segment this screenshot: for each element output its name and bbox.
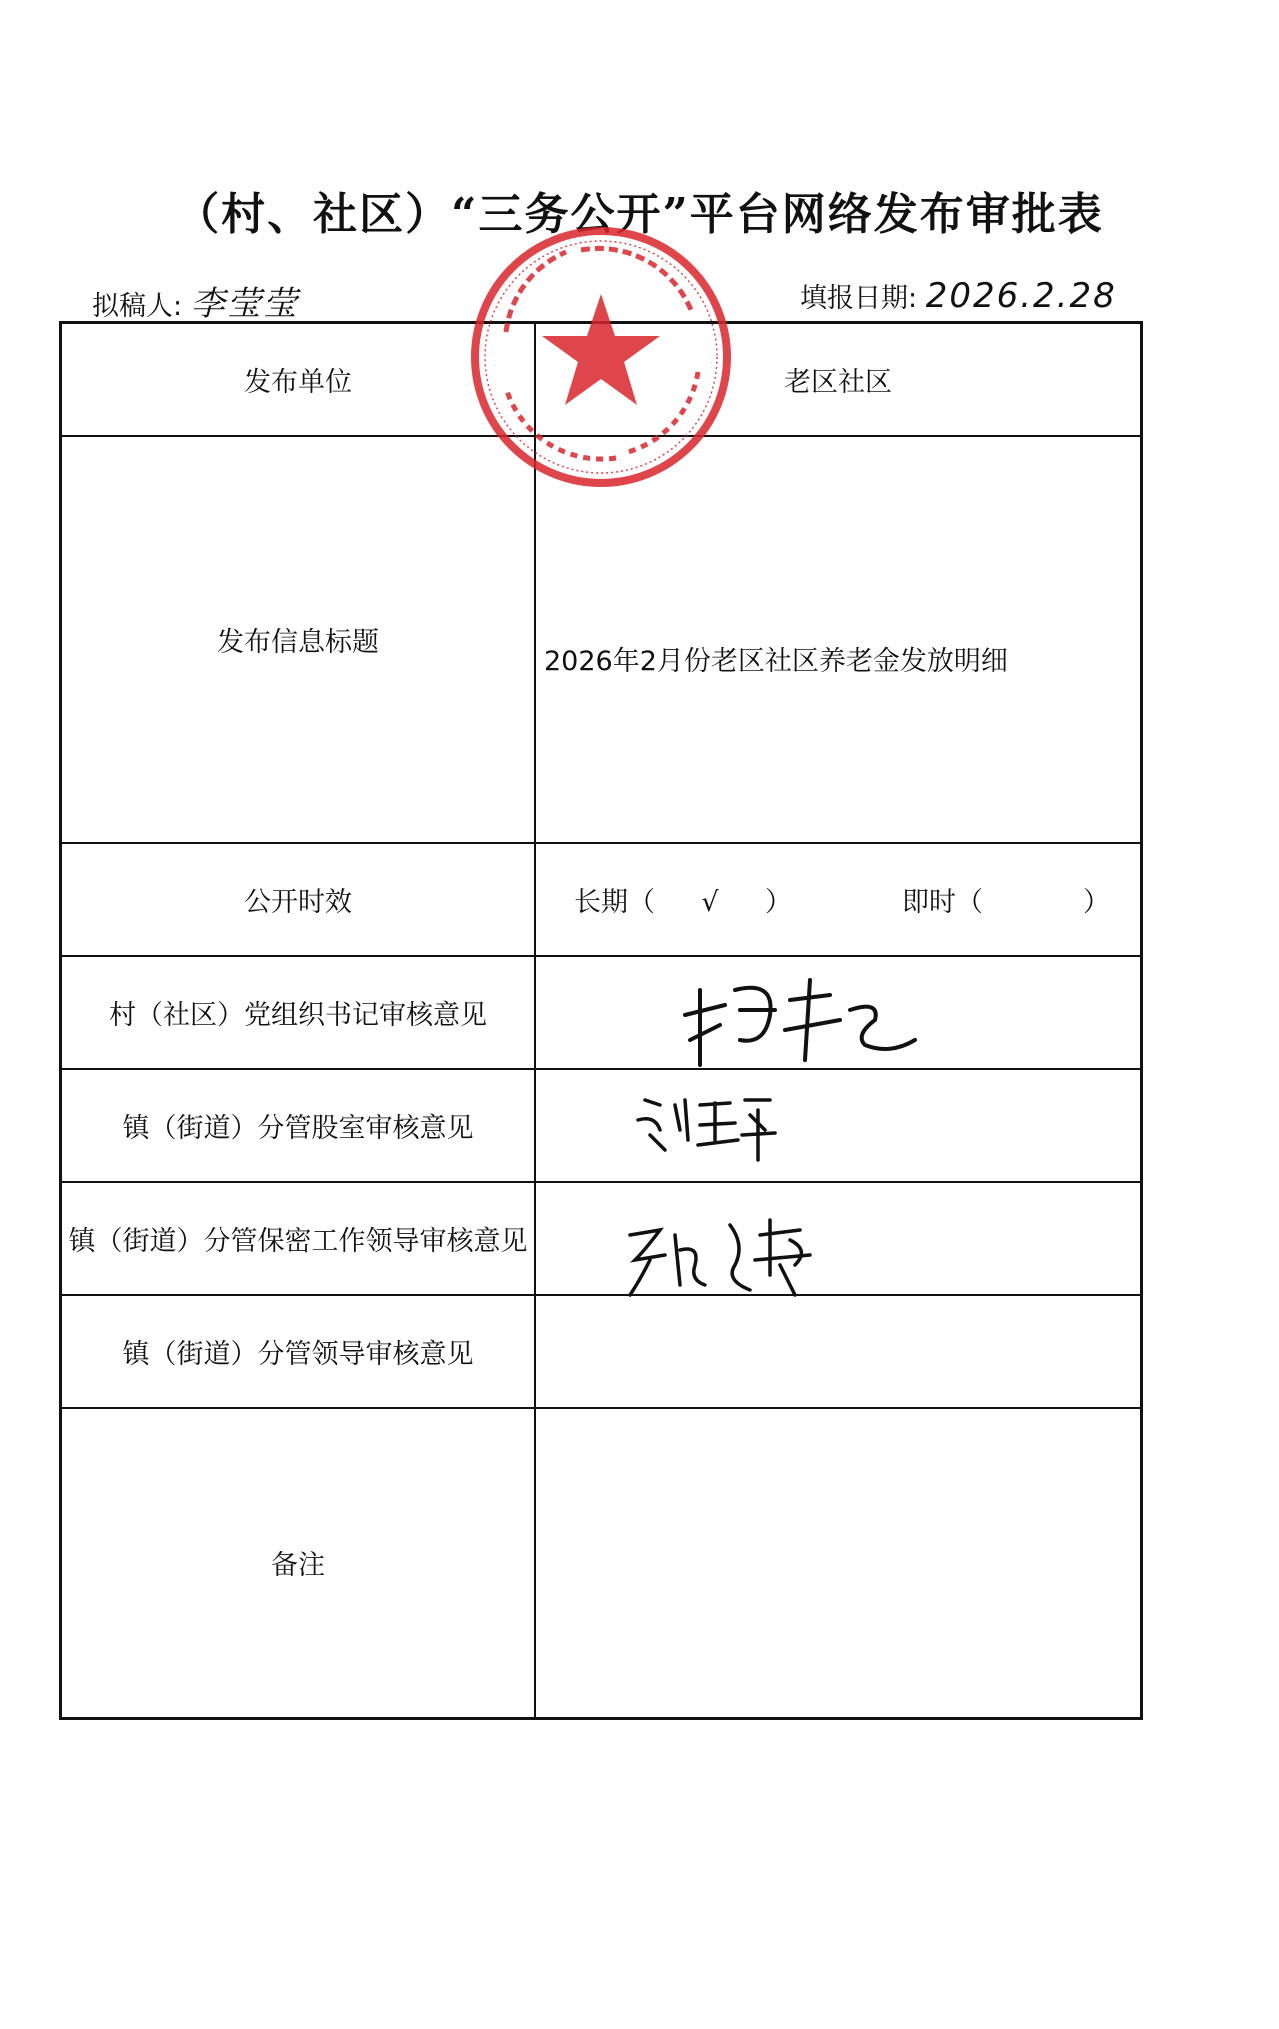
publisher-label: 发布单位 — [61, 323, 536, 436]
leader-signature-cell — [535, 1295, 1142, 1408]
table-row — [61, 1408, 1142, 1719]
long-term-check: √ — [701, 886, 719, 918]
party-secretary-label: 村（社区）党组织书记审核意见 — [61, 956, 536, 1069]
effect-immediate: 即时（ ） — [902, 886, 1110, 918]
fill-date-value: 2026.2.28 — [925, 276, 1117, 316]
section-office-label: 镇（街道）分管股室审核意见 — [61, 1069, 536, 1182]
effect-label: 公开时效 — [61, 843, 536, 956]
remarks-cell — [535, 1408, 1142, 1719]
drafter — [92, 276, 299, 325]
official-seal — [466, 222, 736, 492]
info-title-label: 发布信息标题 — [61, 436, 536, 843]
secrecy-leader-label: 镇（街道）分管保密工作领导审核意见 — [61, 1182, 536, 1295]
approval-table — [59, 321, 1143, 1720]
table-row — [61, 1295, 1142, 1408]
info-title-cell — [535, 436, 1142, 843]
section-office-signature-cell — [535, 1069, 1142, 1182]
secrecy-leader-signature — [620, 1205, 820, 1305]
effect-cell — [535, 843, 1142, 956]
section-office-signature — [630, 1085, 780, 1165]
table-row — [61, 956, 1142, 1069]
leader-label: 镇（街道）分管领导审核意见 — [61, 1295, 536, 1408]
table-row — [61, 843, 1142, 956]
effect-long-term: 长期（ √ ） — [574, 886, 792, 918]
party-secretary-signature — [680, 970, 920, 1080]
publisher-value: 老区社区 — [535, 323, 1142, 436]
table-row — [61, 1182, 1142, 1295]
form-title: （村、社区）“三务公开”平台网络发布审批表 — [175, 189, 1104, 240]
fill-date — [800, 276, 1117, 316]
info-title-value: 2026年2月份老区社区养老金发放明细 — [544, 645, 1008, 677]
drafter-label: 拟稿人: — [92, 291, 183, 322]
table-row — [61, 1069, 1142, 1182]
table-row — [61, 436, 1142, 843]
remarks-label: 备注 — [61, 1408, 536, 1719]
fill-date-label: 填报日期: — [800, 283, 918, 314]
drafter-name: 李莹莹 — [190, 284, 299, 324]
